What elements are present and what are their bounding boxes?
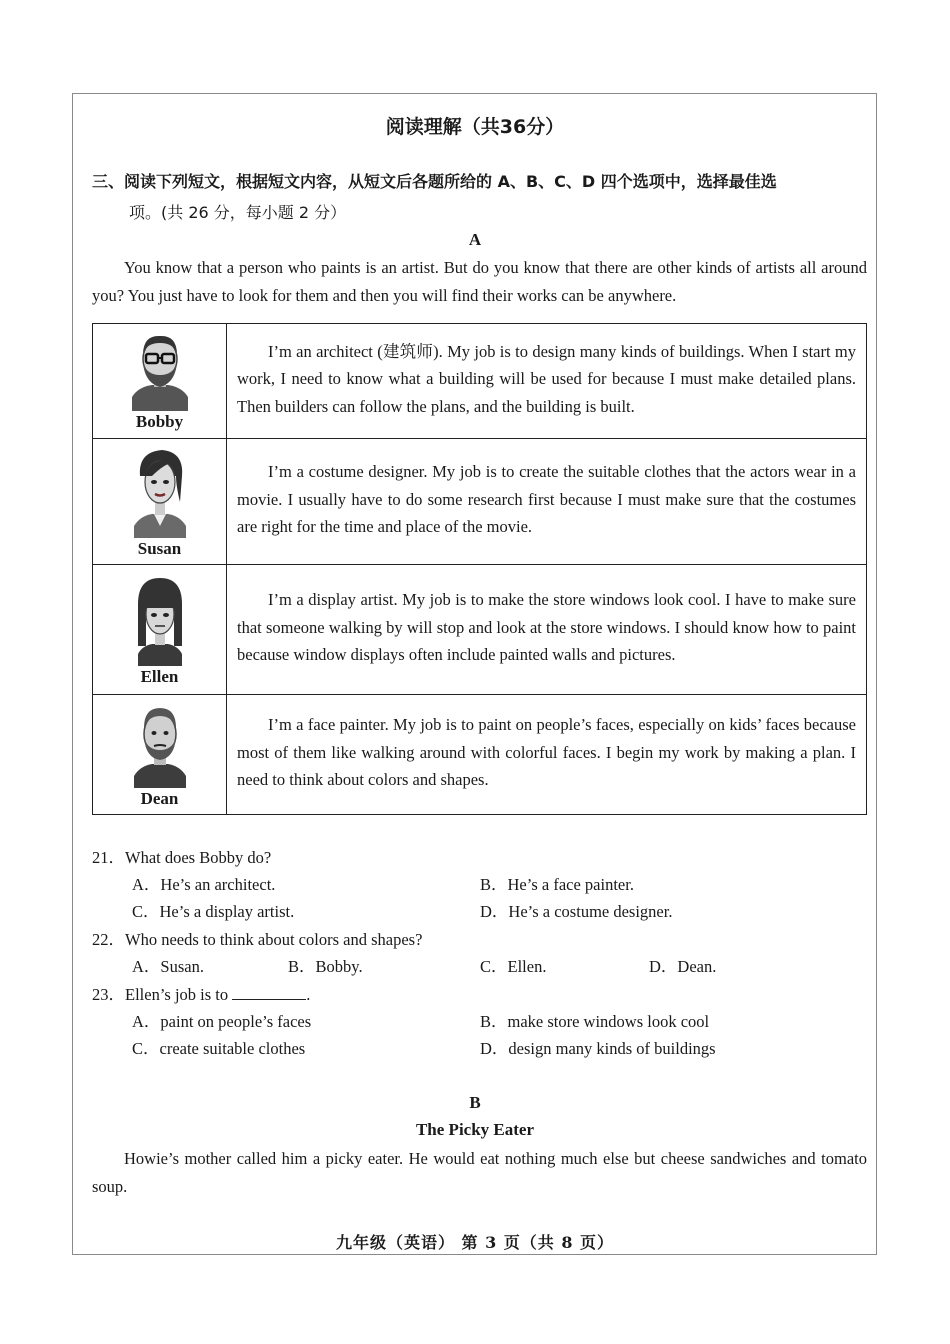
woman-icon [128,446,192,538]
option[interactable]: C．He’s a display artist. [132,902,295,921]
description-text: I’m an architect (建筑师). My job is to design many kinds of buildings. When I start my work, I need to know what a building will be used for because I must make detailed plans. Then builders can follow the plans, and the building is built. [237,341,856,416]
option[interactable]: C．Ellen. [480,957,547,976]
option[interactable]: B．He’s a face painter. [480,875,634,894]
person-name: Ellen [140,666,179,686]
bearded-man-glasses-icon [128,331,192,411]
question-stem: Who needs to think about colors and shapes? [125,930,423,949]
passage-b-body: Howie’s mother called him a picky eater. He would eat nothing much else but cheese sandwiches and tomato soup. [92,1149,867,1196]
person-description [227,695,867,815]
question-number: 22． [92,930,125,949]
question-22 [92,926,422,954]
artists-table [92,323,867,815]
instruction-line-2: 项。(共 26 分，每小题 2 分） [129,203,347,222]
passage-a-label: A [468,230,482,249]
person-name: Dean [140,788,179,808]
question-stem-end: . [306,985,311,1004]
avatar-cell [93,439,227,565]
passage-b-title: The Picky Eater [415,1120,535,1139]
option[interactable]: D．He’s a costume designer. [480,902,673,921]
avatar-cell [93,565,227,695]
person-description [227,324,867,439]
option[interactable]: A．He’s an architect. [132,875,276,894]
question-21 [92,844,271,872]
person-description [227,565,867,695]
option[interactable]: B．make store windows look cool [480,1012,710,1031]
question-stem: What does Bobby do? [125,848,272,867]
option[interactable]: A．paint on people’s faces [132,1012,312,1031]
description-text: I’m a display artist. My job is to make the store windows look cool. I have to make sure that someone walking by will stop and look at the store windows. I should know how to paint because window displays often include painted walls and pictures. [237,590,856,665]
option[interactable]: D．Dean. [649,957,717,976]
table-row [93,565,867,695]
question-number: 21． [92,848,125,867]
person-name: Susan [137,538,182,558]
table-row [93,324,867,439]
avatar-cell [93,324,227,439]
passage-b-text [92,1145,867,1200]
section-title: 阅读理解（共36分） [385,116,565,138]
option[interactable]: A．Susan. [132,957,204,976]
woman-bangs-icon [128,574,192,666]
page-footer: 九年级（英语） 第 3 页（共 8 页） [335,1233,615,1252]
question-stem: Ellen’s job is to [125,985,229,1004]
question-number: 23． [92,985,125,1004]
description-text: I’m a face painter. My job is to paint on people’s faces, especially on kids’ faces because most of them like walking around with colorful faces. I begin my work by making a plan. I need to think about colors and shapes. [237,715,856,790]
option[interactable]: C．create suitable clothes [132,1039,306,1058]
question-23 [92,981,310,1009]
option[interactable]: D．design many kinds of buildings [480,1039,716,1058]
passage-a-intro [92,254,867,309]
instructions [92,166,872,228]
table-row [93,695,867,815]
passage-a-intro-text: You know that a person who paints is an artist. But do you know that there are other kinds of artists all around you? You just have to look for them and then you will find their works can be anywhere. [92,258,867,305]
person-name: Bobby [135,412,184,431]
avatar-cell [93,695,227,815]
bearded-man-icon [128,702,192,788]
instruction-line-1: 三、阅读下列短文，根据短文内容，从短文后各题所给的 A、B、C、D 四个选项中，选择最佳选 [92,172,777,191]
description-text: I’m a costume designer. My job is to create the suitable clothes that the actors wear in a movie. I usually have to do some research first because I must make sure that the costumes are right for the time and place of the movie. [237,462,856,537]
person-description [227,439,867,565]
table-row [93,439,867,565]
answer-blank [232,983,306,1000]
option[interactable]: B．Bobby. [288,957,363,976]
passage-b-label: B [469,1093,481,1112]
